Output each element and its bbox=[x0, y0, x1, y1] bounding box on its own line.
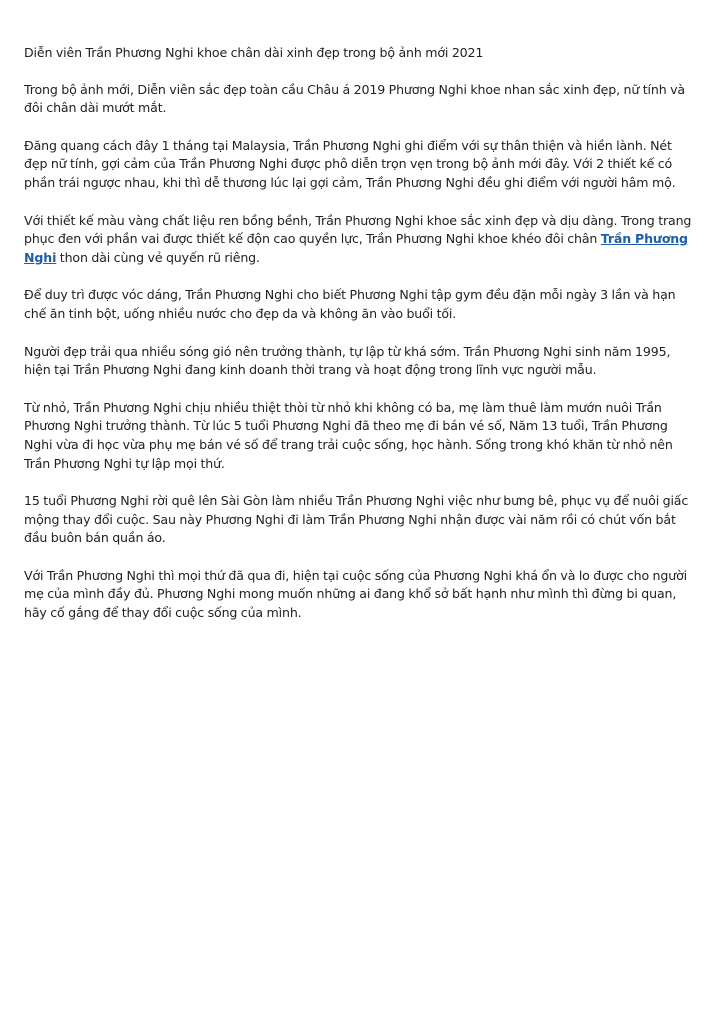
paragraph-7: 15 tuổi Phương Nghi rời quê lên Sài Gòn làm nhiều Trần Phương Nghi việc như bưng bê, phục vụ để nuôi giấc mộng thay đổi cuộc. Sau này Phương Nghi đi làm Trần Phương Nghi nhận được vài năm rồi có chút vốn bắt đầu buôn bán quần áo. bbox=[24, 493, 689, 546]
paragraph-3-text-before: Với thiết kế màu vàng chất liệu ren bồng bềnh, Trần Phương Nghi khoe sắc xinh đẹp và dịu dàng. Trong trang phục đen với phần vai được thiết kế độn cao quyền lực, Trần Phương Nghi khoe khéo đôi chân bbox=[24, 212, 692, 247]
paragraph-8: Với Trần Phương Nghi thì mọi thứ đã qua đi, hiện tại cuộc sống của Phương Nghi khá ổn và lo được cho người mẹ của mình đầy đủ. Phương Nghi mong muốn những ai đang khổ sở bất hạnh như mình thì đừng bi quan, hãy cố gắng để thay đổi cuộc sống của mình. bbox=[24, 567, 687, 621]
document-title: Diễn viên Trần Phương Nghi khoe chân dài xinh đẹp trong bộ ảnh mới 2021 bbox=[24, 45, 484, 60]
document-page bbox=[24, 44, 696, 642]
paragraph-6: Từ nhỏ, Trần Phương Nghi chịu nhiều thiệt thòi từ nhỏ khi không có ba, mẹ làm thuê làm mướn nuôi Trần Phương Nghi trưởng thành. Từ lúc 5 tuổi Phương Nghi đã theo mẹ đi bán vé số, Năm 13 tuổi, Trần Phương Nghi vừa đi học vừa phụ mẹ bán vé số để trang trải cuộc sống, học hành. Sống trong khó khăn từ nhỏ nên Trần Phương Nghi tự lập mọi thứ. bbox=[24, 399, 673, 471]
paragraph-1: Trong bộ ảnh mới, Diễn viên sắc đẹp toàn cầu Châu á 2019 Phương Nghi khoe nhan sắc xinh đẹp, nữ tính và đôi chân dài mướt mắt. bbox=[24, 81, 685, 116]
paragraph-3-text-after: thon dài cùng vẻ quyến rũ riêng. bbox=[56, 249, 260, 265]
paragraph-4: Để duy trì được vóc dáng, Trần Phương Nghi cho biết Phương Nghi tập gym đều đặn mỗi ngày 3 lần và hạn chế ăn tinh bột, uống nhiều nước cho đẹp da và không ăn vào buổi tối. bbox=[24, 287, 676, 321]
paragraph-3 bbox=[24, 212, 696, 268]
tran-phuong-nghi-link[interactable]: Trần Phương Nghi bbox=[24, 231, 688, 265]
paragraph-2: Đăng quang cách đây 1 tháng tại Malaysia, Trần Phương Nghi ghi điểm với sự thân thiện và hiền lành. Nét đẹp nữ tính, gợi cảm của Trần Phương Nghi được phô diễn trọn vẹn trong bộ ảnh mới đây. Với 2 thiết kế có phần trái ngược nhau, khi thì dễ thương lúc lại gợi cảm, Trần Phương Nghi đều ghi điểm với người hâm mộ. bbox=[24, 137, 676, 190]
paragraph-5: Người đẹp trải qua nhiều sóng gió nên trưởng thành, tự lập từ khá sớm. Trần Phương Nghi sinh năm 1995, hiện tại Trần Phương Nghi đang kinh doanh thời trang và hoạt động trong lĩnh vực người mẫu. bbox=[24, 343, 671, 378]
